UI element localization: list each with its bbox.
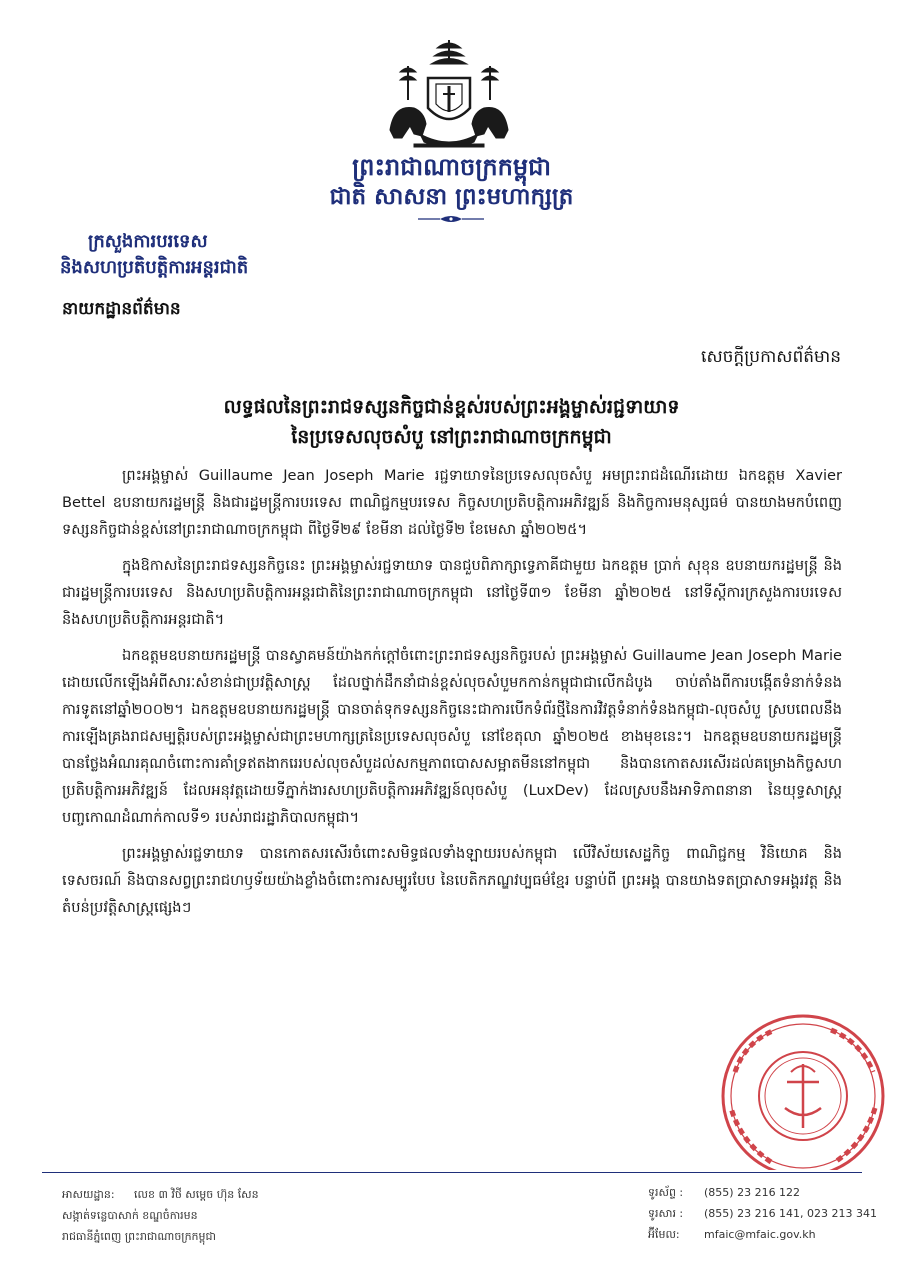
phone-label: ទូរស័ព្ទ : — [648, 1186, 684, 1199]
fax-number: (855) 23 216 141, 023 213 341 — [704, 1207, 878, 1220]
email-label: អ៊ីមែល: — [648, 1228, 680, 1241]
address-line-3: រាជធានីភ្នំពេញ ព្រះរាជាណាចក្រកម្ពុជា — [62, 1230, 216, 1243]
document-title-line2: នៃប្រទេសលុចសំបួ នៅព្រះរាជាណាចក្រកម្ពុជា — [291, 426, 612, 448]
footer-contact — [648, 1182, 877, 1245]
paragraph-1: ព្រះអង្គម្ចាស់ Guillaume Jean Joseph Marie រជ្ជទាយាទនៃប្រទេសលុចសំបួ អមព្រះរាជដំណើរដោយ ឯកឧត្តម Xavier Bettel ឧបនាយករដ្ឋមន្ត្រី និងជារដ្ឋមន្ត្រីការបរទេស ពាណិជ្ជកម្មបរទេស កិច្ចសហប្រតិបត្តិការអភិវឌ្ឍន៍ និងកិច្ចការមនុស្សធម៌ បានយាងមកបំពេញទស្សនកិច្ចជាន់ខ្ពស់នៅព្រះរាជាណាចក្រកម្ពុជា ពីថ្ងៃទី២៩ ខែមីនា ដល់ថ្ងៃទី២ ខែមេសា ឆ្នាំ២០២៥។ — [62, 467, 842, 538]
ministry-seal-stamp — [705, 1012, 895, 1170]
ministry-name-line2: និងសហប្រតិបត្តិការអន្តរជាតិ — [60, 257, 249, 278]
address-label: អាសយដ្ឋាន: — [62, 1188, 115, 1201]
footer-divider — [42, 1172, 862, 1173]
paragraph-2: ក្នុងឱកាសនៃព្រះរាជទស្សនកិច្ចនេះ ព្រះអង្គម្ចាស់រជ្ជទាយាទ បានជួបពិភាក្សាទ្វេភាគីជាមួយ ឯកឧត្តម ប្រាក់ សុខុន ឧបនាយករដ្ឋមន្ត្រី និងជារដ្ឋមន្ត្រីការបរទេស និងសហប្រតិបត្តិការអន្តរជាតិនៃព្រះរាជាណាចក្រកម្ពុជា នៅថ្ងៃទី៣១ ខែមីនា ឆ្នាំ២០២៥ នៅទីស្ដីការក្រសួងការបរទេស និងសហប្រតិបត្តិការអន្តរជាតិ។ — [62, 557, 842, 628]
national-motto: ជាតិ សាសនា ព្រះមហាក្សត្រ — [329, 184, 574, 210]
document-type: សេចក្ដីប្រកាសព័ត៌មាន — [701, 347, 841, 367]
royal-coat-of-arms-icon — [384, 38, 514, 150]
department-name: នាយកដ្ឋានព័ត៌មាន — [62, 299, 181, 319]
kingdom-name: ព្រះរាជាណាចក្រកម្ពុជា — [352, 153, 551, 181]
phone-number: (855) 23 216 122 — [704, 1186, 801, 1199]
fax-label: ទូរសារ : — [648, 1207, 684, 1220]
paragraph-3: ឯកឧត្តមឧបនាយករដ្ឋមន្ត្រី បានស្វាគមន៍យ៉ាងកក់ក្ដៅចំពោះព្រះរាជទស្សនកិច្ចរបស់ ព្រះអង្គម្ចាស់ Guillaume Jean Joseph Marie ដោយលើកឡើងអំពីសារៈសំខាន់ជាប្រវត្តិសាស្ត្រ ដែលថ្នាក់ដឹកនាំជាន់ខ្ពស់លុចសំបួមកកាន់កម្ពុជាជាលើកដំបូង ចាប់តាំងពីការបង្កើតទំនាក់ទំនងការទូតនៅឆ្នាំ២០០២។ ឯកឧត្តមឧបនាយករដ្ឋមន្ត្រី បានចាត់ទុកទស្សនកិច្ចនេះជាការបើកទំព័រថ្មីនៃការវិវត្តទំនាក់ទំនងកម្ពុជា-លុចសំបួ ស្របពេលនឹងការឡើងគ្រងរាជសម្បត្តិរបស់ព្រះអង្គម្ចាស់ជាព្រះមហាក្សត្រនៃប្រទេសលុចសំបួ នៅខែតុលា ឆ្នាំ២០២៥ ខាងមុខនេះ។ ឯកឧត្តមឧបនាយករដ្ឋមន្ត្រី បានថ្លែងអំណរគុណចំពោះការគាំទ្រឥតងាករេរបស់លុចសំបួដល់សកម្មភាពបោសសម្អាតមីននៅកម្ពុជា និងបានកោតសរសើរដល់គម្រោងកិច្ចសហប្រតិបត្តិការអភិវឌ្ឍន៍ ដែលអនុវត្តដោយទីភ្នាក់ងារសហប្រតិបត្តិការអភិវឌ្ឍន៍លុចសំបួ (LuxDev) ដែលស្របនឹងអាទិភាពនានា នៃយុទ្ធសាស្ត្របញ្ចកោណដំណាក់កាលទី១ របស់រាជរដ្ឋាភិបាលកម្ពុជា។ — [62, 647, 842, 826]
paragraph-4: ព្រះអង្គម្ចាស់រជ្ជទាយាទ បានកោតសរសើរចំពោះសមិទ្ធផលទាំងឡាយរបស់កម្ពុជា លើវិស័យសេដ្ឋកិច្ច ពាណិជ្ជកម្ម វិនិយោគ និងទេសចរណ៍ និងបានសព្វព្រះរាជហឫទ័យយ៉ាងខ្លាំងចំពោះការសម្បូរបែប នៃបេតិកភណ្ឌវប្បធម៌ខ្មែរ បន្ទាប់ពី ព្រះអង្គ បានយាងទតប្រាសាទអង្គរវត្ត និងតំបន់ប្រវត្តិសាស្ត្រផ្សេងៗ — [62, 845, 842, 916]
email-link[interactable]: mfaic@mfaic.gov.kh — [704, 1228, 816, 1241]
footer-address — [62, 1184, 259, 1247]
document-title-line1: លទ្ធផលនៃព្រះរាជទស្សនកិច្ចជាន់ខ្ពស់របស់ព្រះអង្គម្ចាស់រជ្ជទាយាទ — [223, 396, 680, 418]
address-line-1: លេខ ៣ វិថី សម្ដេច ហ៊ុន សែន — [134, 1188, 259, 1201]
ministry-name-line1: ក្រសួងការបរទេស — [88, 231, 208, 252]
document-body — [62, 462, 842, 930]
address-line-2: សង្កាត់ទន្លេបាសាក់ ខណ្ឌចំការមន — [62, 1209, 198, 1222]
ornament-divider-icon — [416, 213, 486, 225]
